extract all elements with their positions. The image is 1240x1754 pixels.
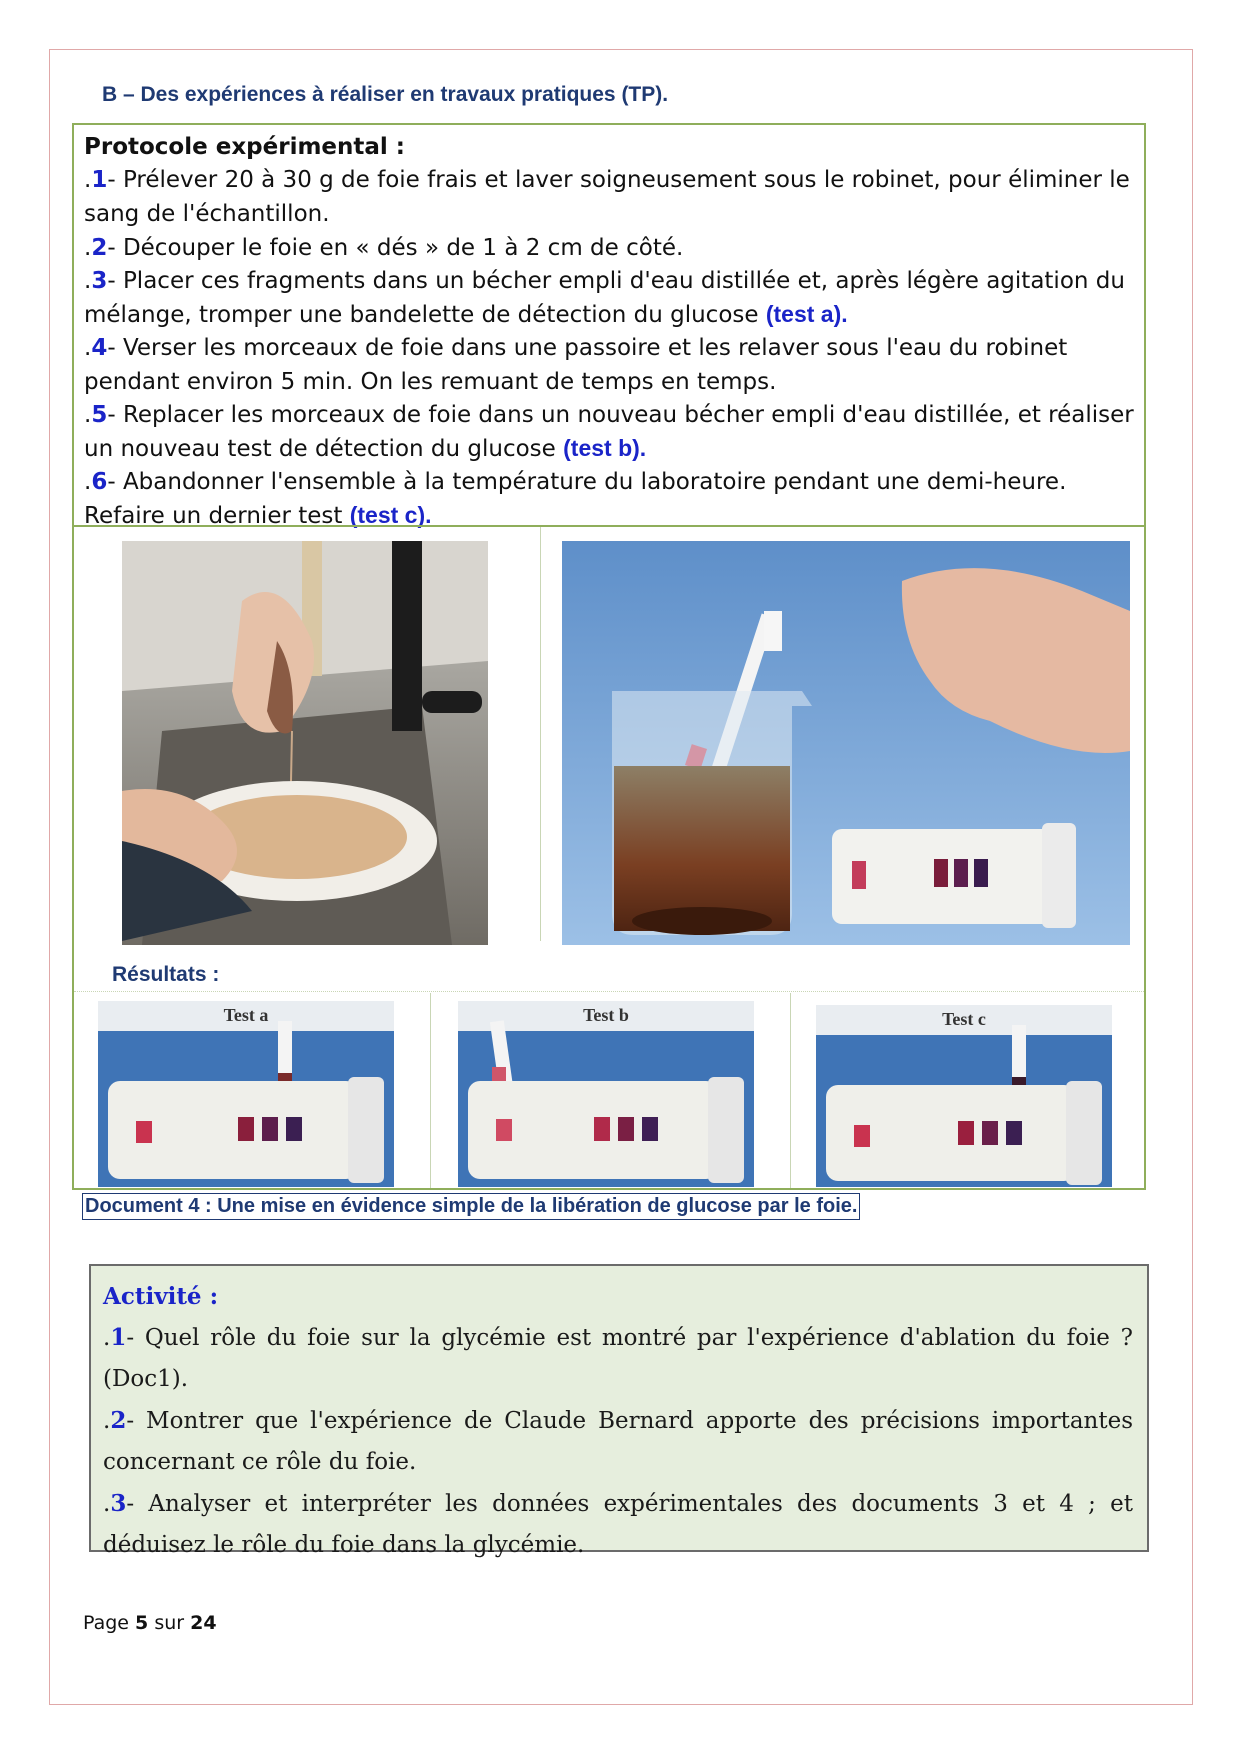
protocol-step: .2- Découper le foie en « dés » de 1 à 2 cm de côté. xyxy=(84,235,684,261)
activity-question: .3- Analyser et interpréter les données expérimentales des documents 3 et 4 ; et déduisez le rôle du foie dans la glycémie. xyxy=(103,1490,1133,1558)
protocol-step: .5- Replacer les morceaux de foie dans un nouveau bécher empli d'eau distillée, et réaliser un nouveau test de détection du glucose (test b). xyxy=(84,402,1134,462)
results-title: Résultats : xyxy=(112,963,220,986)
photo-beaker-strip xyxy=(562,541,1130,945)
section-title: B – Des expériences à réaliser en travaux pratiques (TP). xyxy=(102,83,669,106)
protocol-step: .6- Abandonner l'ensemble à la température du laboratoire pendant une demi-heure. Refaire un dernier test (test c). xyxy=(84,469,1067,529)
activity-question: .1- Quel rôle du foie sur la glycémie est montré par l'expérience d'ablation du foie ? (Doc1). xyxy=(103,1324,1133,1392)
protocol-step: .1- Prélever 20 à 30 g de foie frais et laver soigneusement sous le robinet, pour éliminer le sang de l'échantillon. xyxy=(84,167,1130,227)
document-caption: Document 4 : Une mise en évidence simple de la libération de glucose par le foie. xyxy=(82,1193,860,1220)
protocol-heading: Protocole expérimental : xyxy=(84,134,405,160)
protocol-text xyxy=(84,131,1134,533)
protocol-box xyxy=(72,123,1146,1190)
protocol-step: .3- Placer ces fragments dans un bécher empli d'eau distillée et, après légère agitation du mélange, tromper une bandelette de détection du glucose (test a). xyxy=(84,268,1125,328)
test-a-label: Test a xyxy=(223,1005,269,1025)
activity-text xyxy=(103,1276,1133,1566)
divider xyxy=(74,991,1144,992)
divider xyxy=(790,993,791,1188)
test-b-label: Test b xyxy=(583,1005,629,1025)
test-c-label: Test c xyxy=(942,1009,986,1029)
divider xyxy=(430,993,431,1188)
test-c-card xyxy=(816,1005,1112,1187)
photo-liver-rinsing xyxy=(122,541,488,945)
activity-title: Activité : xyxy=(103,1283,219,1310)
test-b-card xyxy=(458,1001,754,1187)
activity-box xyxy=(89,1264,1149,1558)
page-number: Page 5 sur 24 xyxy=(83,1612,217,1634)
divider xyxy=(540,527,541,941)
test-a-card xyxy=(98,1001,394,1187)
protocol-step: .4- Verser les morceaux de foie dans une passoire et les relaver sous l'eau du robinet pendant environ 5 min. On les remuant de temps en temps. xyxy=(84,335,1068,395)
activity-question: .2- Montrer que l'expérience de Claude Bernard apporte des précisions importantes concernant ce rôle du foie. xyxy=(103,1407,1133,1475)
divider xyxy=(74,525,1144,527)
